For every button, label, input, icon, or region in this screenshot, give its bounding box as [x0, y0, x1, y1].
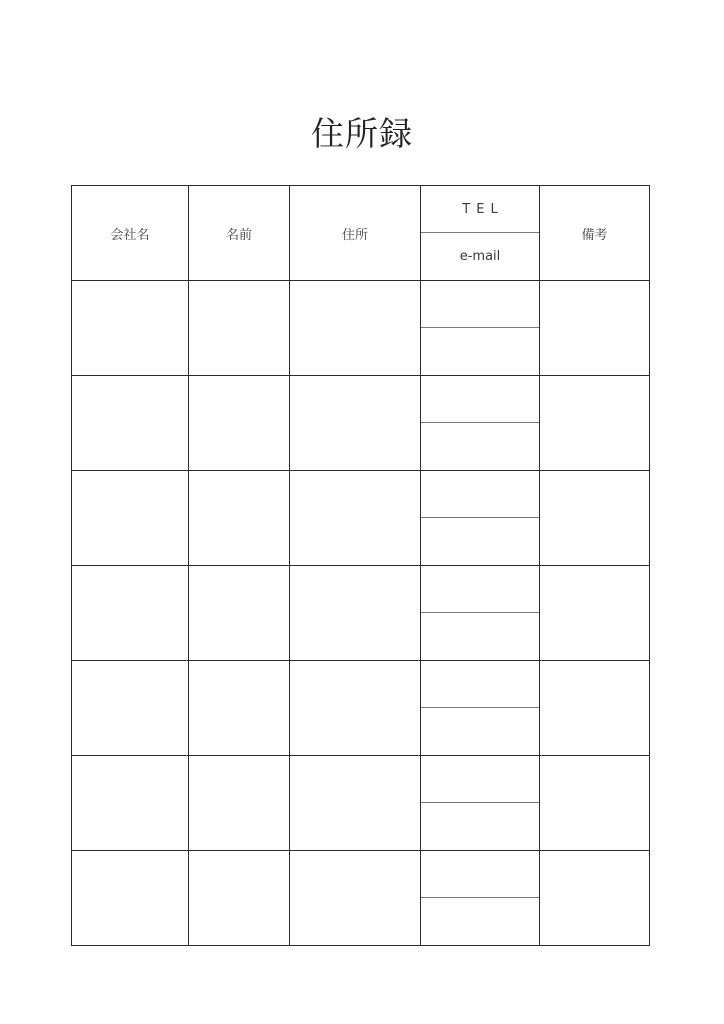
- cell-company[interactable]: [72, 471, 189, 566]
- cell-name[interactable]: [189, 376, 290, 471]
- cell-email[interactable]: [421, 422, 539, 470]
- cell-contact: [421, 851, 540, 946]
- cell-company[interactable]: [72, 376, 189, 471]
- cell-name[interactable]: [189, 756, 290, 851]
- cell-tel[interactable]: [421, 851, 539, 898]
- cell-address[interactable]: [290, 661, 421, 756]
- cell-tel[interactable]: [421, 376, 539, 423]
- table-row: [72, 471, 650, 566]
- page-title: 住所録: [311, 114, 413, 153]
- cell-company[interactable]: [72, 756, 189, 851]
- cell-tel[interactable]: [421, 281, 539, 328]
- table-row: [72, 281, 650, 376]
- header-company: 会社名: [72, 186, 189, 281]
- cell-email[interactable]: [421, 327, 539, 375]
- header-address: 住所: [290, 186, 421, 281]
- header-row: [72, 186, 650, 281]
- table-row: [72, 851, 650, 946]
- header-remarks: 備考: [540, 186, 650, 281]
- cell-contact: [421, 566, 540, 661]
- cell-company[interactable]: [72, 851, 189, 946]
- address-book-table: [71, 185, 650, 946]
- cell-tel[interactable]: [421, 661, 539, 708]
- cell-contact: [421, 661, 540, 756]
- cell-email[interactable]: [421, 517, 539, 565]
- cell-address[interactable]: [290, 376, 421, 471]
- cell-remarks[interactable]: [540, 661, 650, 756]
- cell-email[interactable]: [421, 897, 539, 945]
- cell-tel[interactable]: [421, 566, 539, 613]
- cell-contact: [421, 756, 540, 851]
- header-contact: [421, 186, 540, 281]
- cell-contact: [421, 471, 540, 566]
- cell-contact: [421, 281, 540, 376]
- cell-address[interactable]: [290, 471, 421, 566]
- table-row: [72, 756, 650, 851]
- cell-remarks[interactable]: [540, 376, 650, 471]
- cell-address[interactable]: [290, 851, 421, 946]
- cell-address[interactable]: [290, 281, 421, 376]
- cell-name[interactable]: [189, 566, 290, 661]
- table-row: [72, 661, 650, 756]
- cell-name[interactable]: [189, 471, 290, 566]
- header-tel: TEL: [462, 202, 504, 217]
- cell-email[interactable]: [421, 612, 539, 660]
- cell-remarks[interactable]: [540, 851, 650, 946]
- cell-company[interactable]: [72, 281, 189, 376]
- cell-email[interactable]: [421, 707, 539, 755]
- cell-name[interactable]: [189, 851, 290, 946]
- cell-company[interactable]: [72, 566, 189, 661]
- cell-tel[interactable]: [421, 756, 539, 803]
- cell-name[interactable]: [189, 661, 290, 756]
- cell-name[interactable]: [189, 281, 290, 376]
- cell-remarks[interactable]: [540, 471, 650, 566]
- header-email: e-mail: [421, 232, 539, 280]
- cell-remarks[interactable]: [540, 756, 650, 851]
- cell-remarks[interactable]: [540, 566, 650, 661]
- cell-email[interactable]: [421, 802, 539, 850]
- table-row: [72, 566, 650, 661]
- header-name: 名前: [189, 186, 290, 281]
- cell-contact: [421, 376, 540, 471]
- cell-tel[interactable]: [421, 471, 539, 518]
- cell-address[interactable]: [290, 566, 421, 661]
- cell-company[interactable]: [72, 661, 189, 756]
- table-row: [72, 376, 650, 471]
- cell-remarks[interactable]: [540, 281, 650, 376]
- cell-address[interactable]: [290, 756, 421, 851]
